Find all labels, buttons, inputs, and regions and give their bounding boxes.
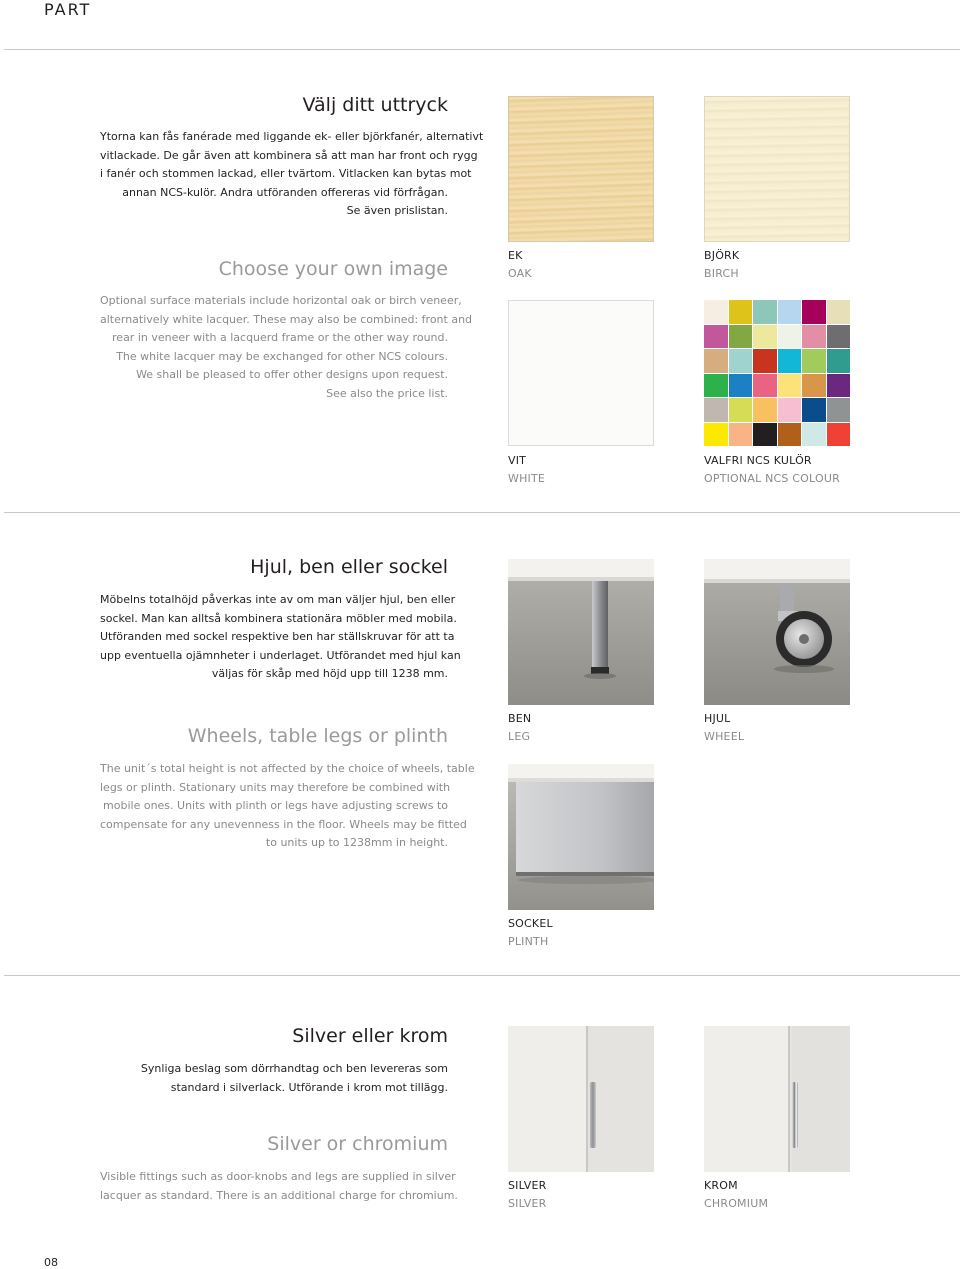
plinth-label-en: PLINTH (508, 935, 549, 948)
surface-text-sv (100, 128, 484, 221)
ncs-color-cell (704, 374, 728, 398)
ncs-color-cell (704, 325, 728, 349)
ncs-color-cell (802, 374, 826, 398)
ncs-color-cell (802, 398, 826, 422)
ncs-color-cell (753, 398, 777, 422)
silver-label-en: SILVER (508, 1197, 547, 1210)
birch-label-sv: BJÖRK (704, 249, 740, 262)
surface-title-en: Choose your own image (218, 258, 448, 280)
page-number: 08 (44, 1256, 58, 1269)
ncs-color-cell (729, 349, 753, 373)
section-divider (4, 49, 960, 50)
ncs-color-cell (827, 398, 851, 422)
fittings-text-sv (100, 1060, 448, 1097)
text-line: Utföranden med sockel respektive ben har ställskruvar för att ta (100, 630, 455, 643)
text-line: annan NCS-kulör. Andra utföranden offereras vid förfrågan. (122, 185, 448, 199)
section-divider (4, 512, 960, 513)
surface-title-sv: Välj ditt uttryck (302, 94, 448, 116)
text-line: compensate for any unevenness in the floor. Wheels may be fitted (100, 817, 467, 831)
ncs-color-cell (704, 398, 728, 422)
chrome-label-en: CHROMIUM (704, 1197, 769, 1210)
ncs-color-cell (753, 374, 777, 398)
text-line: Visible fittings such as door-knobs and legs are supplied in silver (100, 1170, 456, 1183)
ncs-color-cell (802, 349, 826, 373)
ncs-color-cell (827, 325, 851, 349)
fittings-title-sv: Silver eller krom (292, 1025, 448, 1047)
birch-swatch (704, 96, 850, 242)
plinth-photo (508, 764, 654, 910)
text-line: vitlackade. De går även att kombinera så att man har front och rygg (100, 148, 478, 162)
chrome-handle-photo (704, 1026, 850, 1172)
ncs-color-cell (753, 349, 777, 373)
wheel-photo (704, 559, 850, 705)
silver-handle-photo (508, 1026, 654, 1172)
ncs-color-cell (729, 300, 753, 324)
ncs-color-cell (729, 423, 753, 447)
ncs-color-cell (753, 423, 777, 447)
ncs-color-cell (729, 325, 753, 349)
plinth-label-sv: SOCKEL (508, 917, 553, 930)
fittings-title-en: Silver or chromium (267, 1133, 448, 1155)
ncs-color-cell (729, 398, 753, 422)
ncs-label-en: OPTIONAL NCS COLOUR (704, 472, 840, 485)
white-label-sv: VIT (508, 454, 527, 467)
leg-photo (508, 559, 654, 705)
text-line: mobile ones. Units with plinth or legs have adjusting screws to (103, 799, 448, 812)
white-label-en: WHITE (508, 472, 546, 485)
oak-swatch (508, 96, 654, 242)
legs-text-en (100, 760, 475, 853)
ncs-color-cell (827, 300, 851, 324)
text-line: The white lacquer may be exchanged for other NCS colours. (116, 349, 448, 363)
chrome-label-sv: KROM (704, 1179, 738, 1192)
text-line: upp eventuella ojämnheter i underlaget. Utförandet med hjul kan (100, 648, 461, 662)
text-line: Optional surface materials include horizontal oak or birch veneer, (100, 294, 462, 307)
text-line: standard i silverlack. Utförande i krom mot tillägg. (170, 1080, 448, 1094)
leg-label-sv: BEN (508, 712, 532, 725)
text-line: Ytorna kan fås fanérade med liggande ek- eller björkfanér, alternativt (100, 130, 484, 143)
ncs-color-cell (802, 325, 826, 349)
text-line: Se även prislistan. (346, 204, 448, 217)
text-line: Synliga beslag som dörrhandtag och ben levereras som (140, 1062, 448, 1075)
ncs-color-cell (778, 423, 802, 447)
ncs-color-cell (704, 300, 728, 324)
ncs-color-cell (778, 374, 802, 398)
ncs-color-cell (704, 423, 728, 447)
ncs-color-cell (827, 423, 851, 447)
legs-title-sv: Hjul, ben eller sockel (250, 556, 448, 578)
birch-label-en: BIRCH (704, 267, 739, 280)
text-line: i fanér och stommen lackad, eller tvärtom. Vitlacken kan bytas mot (100, 167, 472, 180)
oak-label-sv: EK (508, 249, 523, 262)
text-line: to units up to 1238mm in height. (265, 836, 448, 849)
ncs-color-cell (753, 300, 777, 324)
fittings-text-en (100, 1168, 458, 1205)
wheel-label-en: WHEEL (704, 730, 745, 743)
ncs-color-cell (802, 300, 826, 324)
ncs-label-sv: VALFRI NCS KULÖR (704, 454, 812, 467)
ncs-color-cell (704, 349, 728, 373)
silver-label-sv: SILVER (508, 1179, 547, 1192)
ncs-color-cell (778, 398, 802, 422)
ncs-color-cell (753, 325, 777, 349)
white-swatch (508, 300, 654, 446)
ncs-color-cell (827, 374, 851, 398)
oak-label-en: OAK (508, 267, 532, 280)
text-line: väljas för skåp med höjd upp till 1238 mm. (211, 667, 448, 680)
surface-text-en (100, 292, 473, 403)
legs-title-en: Wheels, table legs or plinth (187, 725, 448, 747)
text-line: sockel. Man kan alltså kombinera stationära möbler med mobila. (100, 611, 457, 625)
ncs-color-cell (802, 423, 826, 447)
ncs-color-cell (827, 349, 851, 373)
text-line: rear in veneer with a lacquerd frame or the other way round. (112, 331, 448, 344)
wheel-label-sv: HJUL (704, 712, 731, 725)
brand-title: PART (44, 0, 92, 19)
ncs-color-cell (778, 300, 802, 324)
text-line: lacquer as standard. There is an additional charge for chromium. (100, 1188, 458, 1202)
ncs-color-cell (778, 349, 802, 373)
ncs-color-cell (778, 325, 802, 349)
text-line: alternatively white lacquer. These may also be combined: front and (100, 312, 473, 326)
text-line: Möbelns totalhöjd påverkas inte av om man väljer hjul, ben eller (100, 593, 456, 606)
text-line: See also the price list. (326, 386, 448, 400)
text-line: We shall be pleased to offer other designs upon request. (136, 368, 448, 381)
ncs-color-grid (704, 300, 850, 446)
text-line: legs or plinth. Stationary units may therefore be combined with (100, 780, 451, 794)
ncs-color-cell (729, 374, 753, 398)
legs-text-sv (100, 591, 461, 684)
section-divider (4, 975, 960, 976)
leg-label-en: LEG (508, 730, 531, 743)
text-line: The unit´s total height is not affected by the choice of wheels, table (100, 762, 475, 775)
